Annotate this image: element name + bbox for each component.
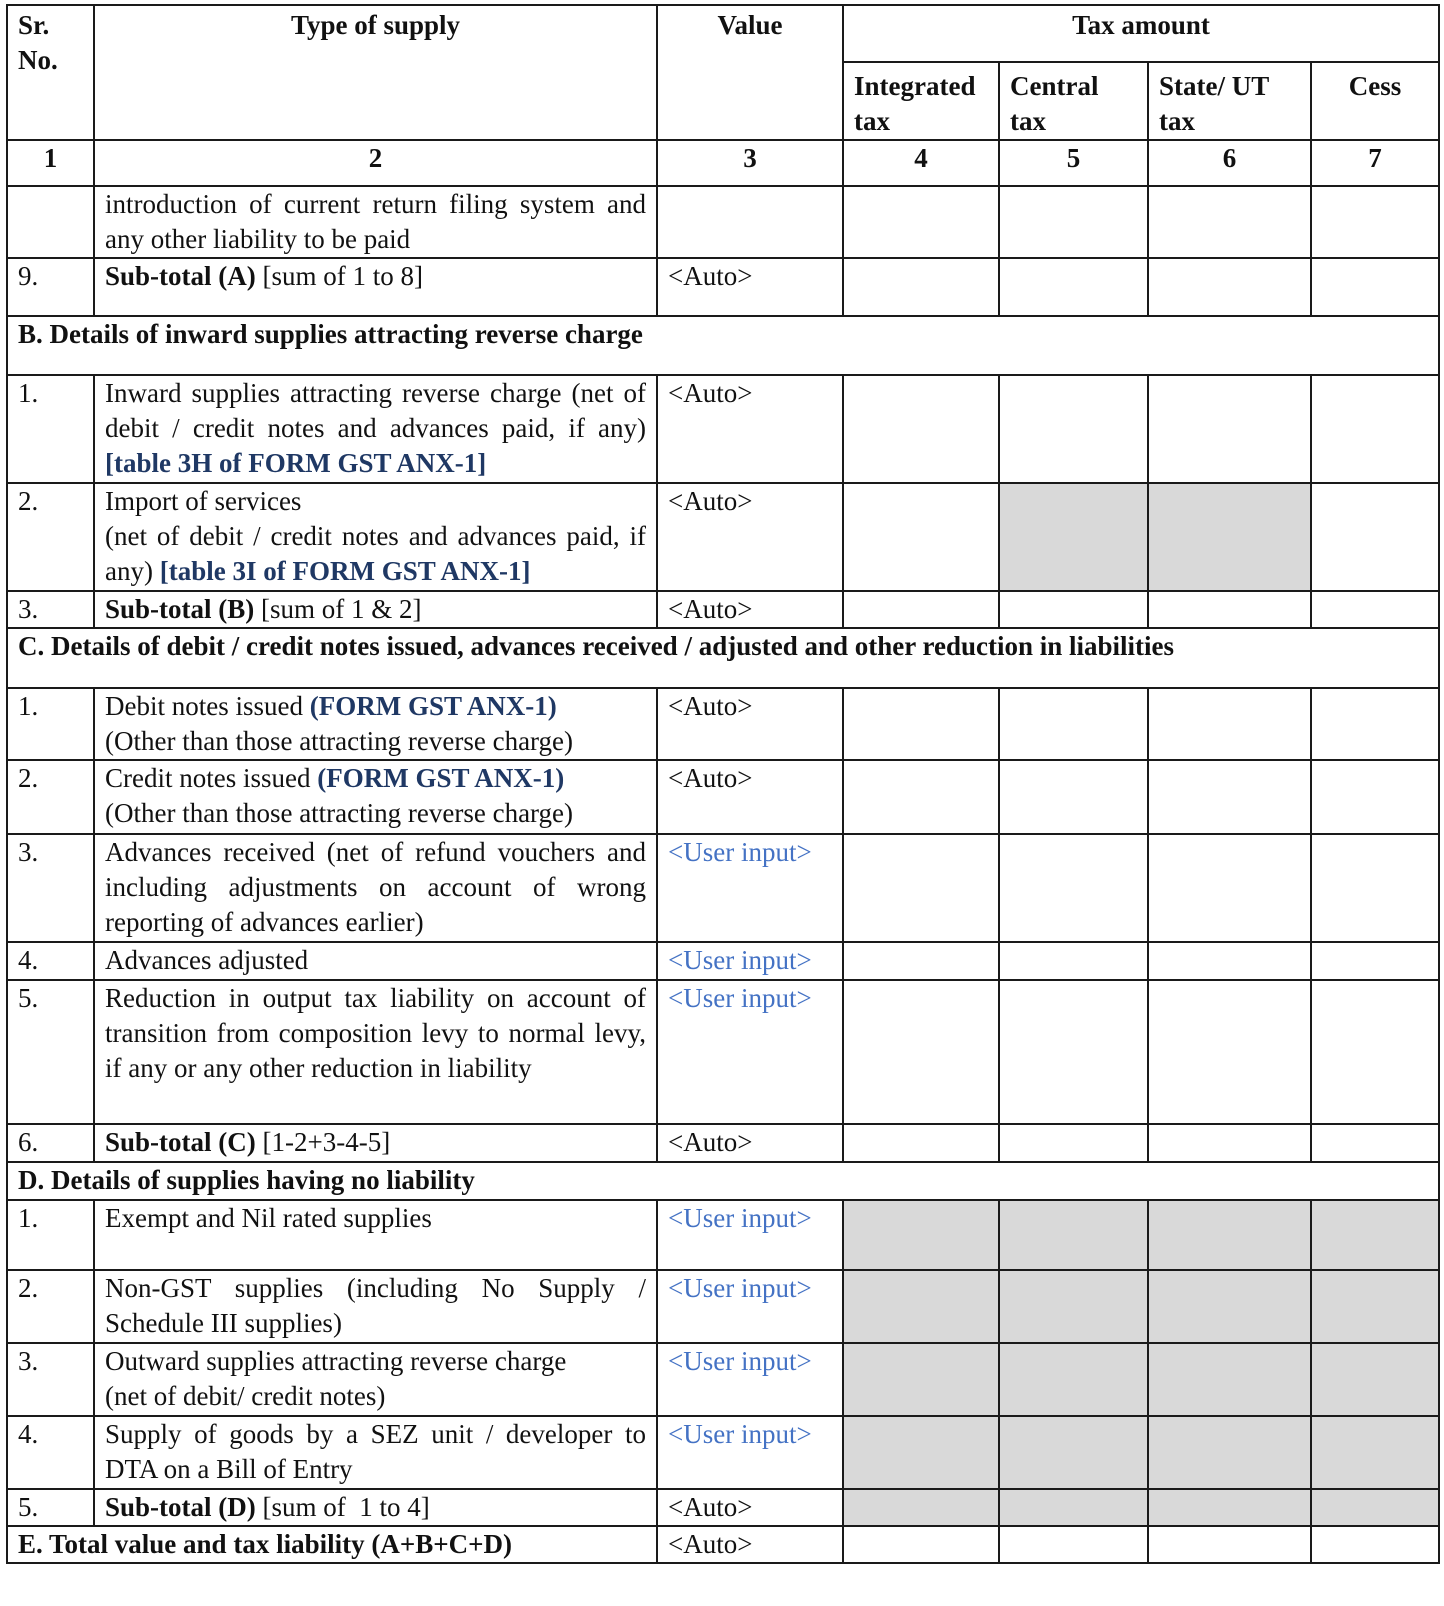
section-b-heading-row xyxy=(7,316,1439,375)
supply-description: Supply of goods by a SEZ unit / developer to DTA on a Bill of Entry xyxy=(94,1416,657,1489)
header-tax-amount: Tax amount xyxy=(843,5,1439,62)
description-text: Outward supplies attracting reverse charge xyxy=(105,1346,567,1376)
subtotal-label: Sub-total (A) xyxy=(105,261,256,291)
central-tax-cell xyxy=(999,834,1148,942)
state-ut-tax-cell xyxy=(1148,186,1311,258)
table-row xyxy=(7,375,1439,483)
central-tax-cell xyxy=(999,980,1148,1124)
central-tax-cell xyxy=(999,942,1148,980)
sr-number: 6. xyxy=(7,1124,94,1162)
value-cell xyxy=(657,186,843,258)
integrated-tax-cell-disabled xyxy=(843,1489,999,1526)
table-row xyxy=(7,483,1439,591)
integrated-tax-cell xyxy=(843,258,999,316)
central-tax-cell-disabled xyxy=(999,1270,1148,1343)
user-input-value: <User input> xyxy=(657,1200,843,1270)
central-tax-cell-disabled xyxy=(999,1343,1148,1416)
subtotal-formula: [sum of 1 to 4] xyxy=(255,1492,430,1522)
central-tax-cell-disabled xyxy=(999,1489,1148,1526)
gst-liability-table-page xyxy=(6,4,1440,1564)
form-reference: [table 3H of FORM GST ANX-1] xyxy=(105,448,487,478)
integrated-tax-cell xyxy=(843,688,999,760)
state-ut-tax-cell-disabled xyxy=(1148,1343,1311,1416)
integrated-tax-cell-disabled xyxy=(843,1270,999,1343)
value-cell: <Auto> xyxy=(657,1489,843,1526)
integrated-tax-cell xyxy=(843,591,999,628)
form-reference: [table 3I of FORM GST ANX-1] xyxy=(159,556,531,586)
cess-cell-disabled xyxy=(1311,1200,1439,1270)
cess-cell xyxy=(1311,980,1439,1124)
total-row-e xyxy=(7,1526,1439,1563)
col-number: 3 xyxy=(657,140,843,186)
header-value: Value xyxy=(657,5,843,140)
table-row xyxy=(7,760,1439,834)
description-text: Inward supplies attracting reverse charge (net of debit / credit notes and advances paid, if any) xyxy=(105,378,646,443)
cess-cell xyxy=(1311,760,1439,834)
supply-description xyxy=(94,483,657,591)
supply-description xyxy=(94,688,657,760)
subtotal-row-c xyxy=(7,1124,1439,1162)
cess-cell xyxy=(1311,688,1439,760)
integrated-tax-cell xyxy=(843,375,999,483)
section-d-title: D. Details of supplies having no liability xyxy=(7,1162,1439,1200)
integrated-tax-cell-disabled xyxy=(843,1343,999,1416)
section-b-title: B. Details of inward supplies attracting reverse charge xyxy=(7,316,1439,375)
sr-number: 2. xyxy=(7,1270,94,1343)
table-row xyxy=(7,980,1439,1124)
user-input-value: <User input> xyxy=(657,1343,843,1416)
value-cell: <Auto> xyxy=(657,1124,843,1162)
table-row xyxy=(7,1416,1439,1489)
cess-cell-disabled xyxy=(1311,1416,1439,1489)
table-row xyxy=(7,1343,1439,1416)
cess-cell xyxy=(1311,1124,1439,1162)
state-ut-tax-cell xyxy=(1148,688,1311,760)
supply-description: Advances adjusted xyxy=(94,942,657,980)
central-tax-cell xyxy=(999,1526,1148,1563)
supply-description: Non-GST supplies (including No Supply / Schedule III supplies) xyxy=(94,1270,657,1343)
sr-cell xyxy=(7,186,94,258)
description-text: (net of debit / credit notes and advances paid, if any) xyxy=(105,521,646,586)
header-state-ut-tax: State/ UT tax xyxy=(1148,62,1311,140)
cess-cell xyxy=(1311,834,1439,942)
description-text: Debit notes issued xyxy=(105,691,310,721)
central-tax-cell xyxy=(999,688,1148,760)
state-ut-tax-cell xyxy=(1148,760,1311,834)
central-tax-cell xyxy=(999,1124,1148,1162)
sr-number: 4. xyxy=(7,1416,94,1489)
section-d-heading-row xyxy=(7,1162,1439,1200)
supply-description xyxy=(94,375,657,483)
sr-number: 3. xyxy=(7,591,94,628)
form-reference: (FORM GST ANX-1) xyxy=(317,763,565,793)
central-tax-cell xyxy=(999,375,1148,483)
description-line-1: Import of services xyxy=(105,486,302,516)
section-e-title: E. Total value and tax liability (A+B+C+D) xyxy=(7,1526,657,1563)
state-ut-tax-cell xyxy=(1148,834,1311,942)
central-tax-cell xyxy=(999,258,1148,316)
state-ut-tax-cell-disabled xyxy=(1148,1489,1311,1526)
supply-description: Exempt and Nil rated supplies xyxy=(94,1200,657,1270)
subtotal-row-a xyxy=(7,258,1439,316)
subtotal-label: Sub-total (C) xyxy=(105,1127,256,1157)
sr-number: 5. xyxy=(7,1489,94,1526)
cess-cell xyxy=(1311,375,1439,483)
user-input-value: <User input> xyxy=(657,1416,843,1489)
user-input-value: <User input> xyxy=(657,980,843,1124)
subtotal-row-d xyxy=(7,1489,1439,1526)
col-number: 1 xyxy=(7,140,94,186)
subtotal-description xyxy=(94,1124,657,1162)
table-row xyxy=(7,186,1439,258)
integrated-tax-cell xyxy=(843,834,999,942)
table-row xyxy=(7,1200,1439,1270)
value-cell: <Auto> xyxy=(657,591,843,628)
table-row xyxy=(7,1270,1439,1343)
state-ut-tax-cell xyxy=(1148,980,1311,1124)
col-number: 6 xyxy=(1148,140,1311,186)
subtotal-description xyxy=(94,1489,657,1526)
cess-cell xyxy=(1311,1526,1439,1563)
sr-number: 1. xyxy=(7,1200,94,1270)
col-number: 5 xyxy=(999,140,1148,186)
cess-cell-disabled xyxy=(1311,1343,1439,1416)
central-tax-cell-disabled xyxy=(999,1416,1148,1489)
integrated-tax-cell xyxy=(843,483,999,591)
state-ut-tax-cell xyxy=(1148,375,1311,483)
integrated-tax-cell xyxy=(843,942,999,980)
sr-number: 1. xyxy=(7,375,94,483)
state-ut-tax-cell-disabled xyxy=(1148,1416,1311,1489)
central-tax-cell-disabled xyxy=(999,483,1148,591)
state-ut-tax-cell-disabled xyxy=(1148,483,1311,591)
table-row xyxy=(7,688,1439,760)
supply-description xyxy=(94,760,657,834)
central-tax-cell xyxy=(999,186,1148,258)
cess-cell xyxy=(1311,186,1439,258)
subtotal-label: Sub-total (D) xyxy=(105,1492,256,1522)
gst-liability-table xyxy=(6,4,1440,1564)
state-ut-tax-cell-disabled xyxy=(1148,1200,1311,1270)
integrated-tax-cell-disabled xyxy=(843,1200,999,1270)
integrated-tax-cell xyxy=(843,980,999,1124)
form-reference: (FORM GST ANX-1) xyxy=(309,691,557,721)
description-line-2: (Other than those attracting reverse charge) xyxy=(105,726,574,756)
subtotal-formula: [1-2+3-4-5] xyxy=(255,1127,391,1157)
sr-number: 3. xyxy=(7,834,94,942)
section-c-heading-row xyxy=(7,628,1439,688)
subtotal-formula: [sum of 1 to 8] xyxy=(255,261,423,291)
supply-description: Reduction in output tax liability on account of transition from composition levy to normal levy, if any or any other reduction in liability xyxy=(94,980,657,1124)
integrated-tax-cell xyxy=(843,1124,999,1162)
cess-cell xyxy=(1311,483,1439,591)
header-integrated-tax: Integrated tax xyxy=(843,62,999,140)
subtotal-row-b xyxy=(7,591,1439,628)
supply-description: Advances received (net of refund vouchers and including adjustments on account of wrong reporting of advances earlier) xyxy=(94,834,657,942)
header-cess: Cess xyxy=(1311,62,1439,140)
subtotal-formula: [sum of 1 & 2] xyxy=(254,594,422,624)
user-input-value: <User input> xyxy=(657,942,843,980)
header-row-1 xyxy=(7,5,1439,62)
cess-cell xyxy=(1311,942,1439,980)
subtotal-description xyxy=(94,258,657,316)
state-ut-tax-cell xyxy=(1148,942,1311,980)
state-ut-tax-cell xyxy=(1148,591,1311,628)
integrated-tax-cell-disabled xyxy=(843,1416,999,1489)
table-row xyxy=(7,942,1439,980)
subtotal-description xyxy=(94,591,657,628)
sr-number: 4. xyxy=(7,942,94,980)
value-cell: <Auto> xyxy=(657,483,843,591)
col-number: 2 xyxy=(94,140,657,186)
cess-cell xyxy=(1311,258,1439,316)
col-number: 7 xyxy=(1311,140,1439,186)
description-line-2: (Other than those attracting reverse charge) xyxy=(105,798,574,828)
header-sr-no: Sr. No. xyxy=(7,5,94,140)
integrated-tax-cell xyxy=(843,760,999,834)
header-central-tax: Central tax xyxy=(999,62,1148,140)
central-tax-cell-disabled xyxy=(999,1200,1148,1270)
header-type-of-supply: Type of supply xyxy=(94,5,657,140)
supply-description xyxy=(94,1343,657,1416)
description-text: Credit notes issued xyxy=(105,763,318,793)
table-row xyxy=(7,834,1439,942)
column-number-row xyxy=(7,140,1439,186)
subtotal-label: Sub-total (B) xyxy=(105,594,255,624)
value-cell: <Auto> xyxy=(657,258,843,316)
cess-cell-disabled xyxy=(1311,1270,1439,1343)
state-ut-tax-cell xyxy=(1148,1124,1311,1162)
state-ut-tax-cell-disabled xyxy=(1148,1270,1311,1343)
description-line-2: (net of debit/ credit notes) xyxy=(105,1381,386,1411)
integrated-tax-cell xyxy=(843,186,999,258)
user-input-value: <User input> xyxy=(657,834,843,942)
sr-number: 9. xyxy=(7,258,94,316)
value-cell: <Auto> xyxy=(657,760,843,834)
sr-number: 3. xyxy=(7,1343,94,1416)
sr-number: 5. xyxy=(7,980,94,1124)
cess-cell-disabled xyxy=(1311,1489,1439,1526)
central-tax-cell xyxy=(999,760,1148,834)
state-ut-tax-cell xyxy=(1148,1526,1311,1563)
value-cell: <Auto> xyxy=(657,688,843,760)
cess-cell xyxy=(1311,591,1439,628)
sr-number: 2. xyxy=(7,760,94,834)
user-input-value: <User input> xyxy=(657,1270,843,1343)
value-cell: <Auto> xyxy=(657,375,843,483)
sr-number: 2. xyxy=(7,483,94,591)
section-c-title: C. Details of debit / credit notes issued, advances received / adjusted and other reduction in liabilities xyxy=(7,628,1439,688)
supply-description: introduction of current return filing system and any other liability to be paid xyxy=(94,186,657,258)
sr-number: 1. xyxy=(7,688,94,760)
integrated-tax-cell xyxy=(843,1526,999,1563)
state-ut-tax-cell xyxy=(1148,258,1311,316)
col-number: 4 xyxy=(843,140,999,186)
central-tax-cell xyxy=(999,591,1148,628)
value-cell: <Auto> xyxy=(657,1526,843,1563)
